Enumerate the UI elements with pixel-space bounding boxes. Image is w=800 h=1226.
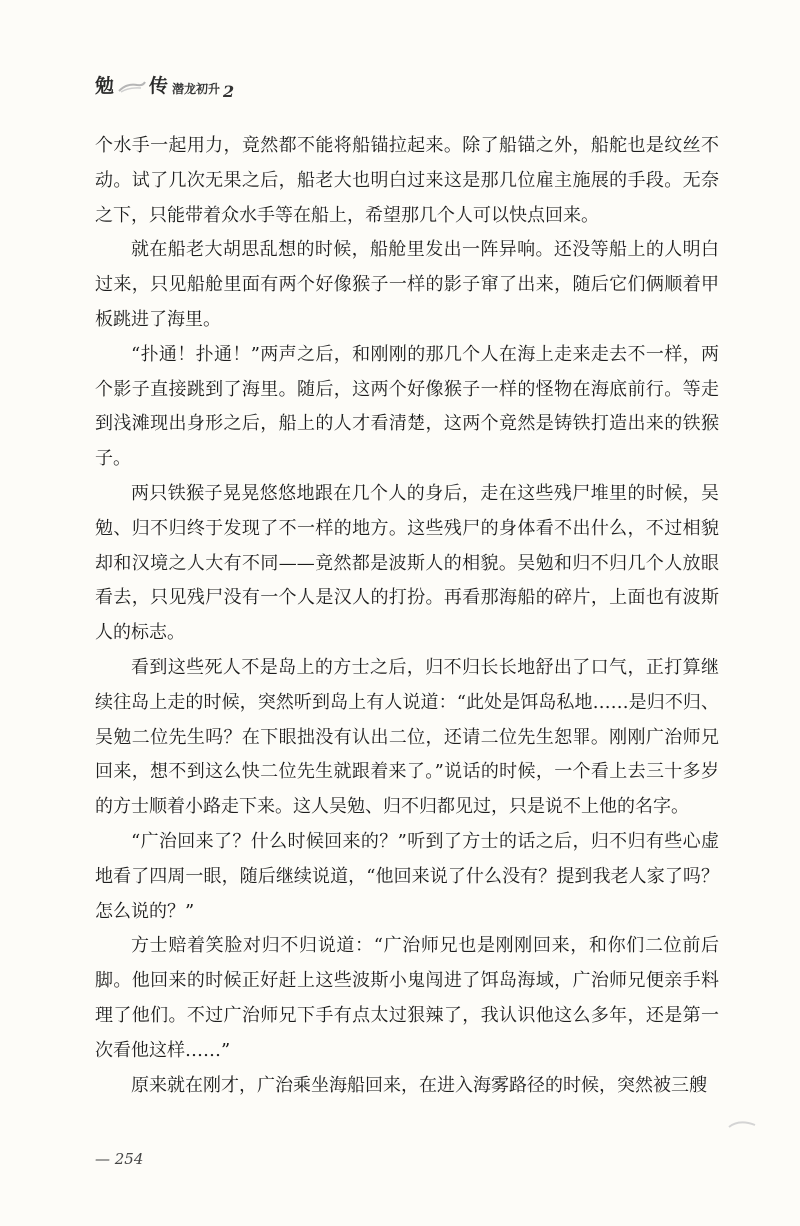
ink-blot-decoration [727, 1117, 757, 1131]
paragraph-3: “扑通！扑通！”两声之后，和刚刚的那几个人在海上走来走去不一样，两个影子直接跳到了海里。随后，这两个好像猴子一样的怪物在海底前行。等走到浅滩现出身形之后，船上的人才看清楚，这两个竟然是铸铁打造出来的铁猴子。 [95, 343, 719, 470]
paragraph-6: “广治回来了？什么时候回来的？”听到了方士的话之后，归不归有些心虚地看了四周一眼，随后继续说道，“他回来说了什么没有？提到我老人家了吗？怎么说的？” [95, 830, 719, 922]
paragraph-5: 看到这些死人不是岛上的方士之后，归不归长长地舒出了口气，正打算继续往岛上走的时候，突然听到岛上有人说道：“此处是饵岛私地……是归不归、吴勉二位先生吗？在下眼拙没有认出二位，还请二位先生恕罪。刚刚广治师兄回来，想不到这么快二位先生就跟着来了。”说话的时候，一个看上去三十多岁的方士顺着小路走下来。这人吴勉、归不归都见过，只是说不上他的名字。 [95, 656, 719, 818]
header-volume-number: 2 [223, 82, 235, 101]
header-subtitle: 潜龙初升 [172, 82, 221, 96]
paragraph-1: 个水手一起用力，竟然都不能将船锚拉起来。除了船锚之外，船舵也是纹丝不动。试了几次无果之后，船老大也明白过来这是那几位雇主施展的手段。无奈之下，只能带着众水手等在船上，希望那几个人可以快点回来。 [95, 135, 719, 226]
header-title-char-2: 传 [149, 75, 170, 97]
page-number: — 254 [95, 1150, 144, 1168]
header-title-char-1: 勉 [95, 75, 116, 97]
paragraph-2: 就在船老大胡思乱想的时候，船舱里发出一阵异响。还没等船上的人明白过来，只见船舱里面有两个好像猴子一样的影子窜了出来，随后它们俩顺着甲板跳进了海里。 [95, 239, 719, 330]
paragraph-7: 方士赔着笑脸对归不归说道：“广治师兄也是刚刚回来，和你们二位前后脚。他回来的时候正好赶上这些波斯小鬼闯进了饵岛海域，广治师兄便亲手料理了他们。不过广治师兄下手有点太过狠辣了，我认识他这么多年，还是第一次看他这样……” [95, 935, 719, 1061]
paragraph-8: 原来就在刚才，广治乘坐海船回来，在进入海雾路径的时候，突然被三艘 [131, 1074, 707, 1096]
running-header [95, 64, 235, 101]
body-text [95, 129, 719, 1103]
paragraph-4: 两只铁猴子晃晃悠悠地跟在几个人的身后，走在这些残尸堆里的时候，吴勉、归不归终于发现了不一样的地方。这些残尸的身体看不出什么，不过相貌却和汉境之人大有不同——竟然都是波斯人的相貌。吴勉和归不归几个人放眼看去，只见残尸没有一个人是汉人的打扮。再看那海船的碎片，上面也有波斯人的标志。 [95, 482, 719, 644]
brush-stroke-ornament-icon [117, 80, 147, 94]
